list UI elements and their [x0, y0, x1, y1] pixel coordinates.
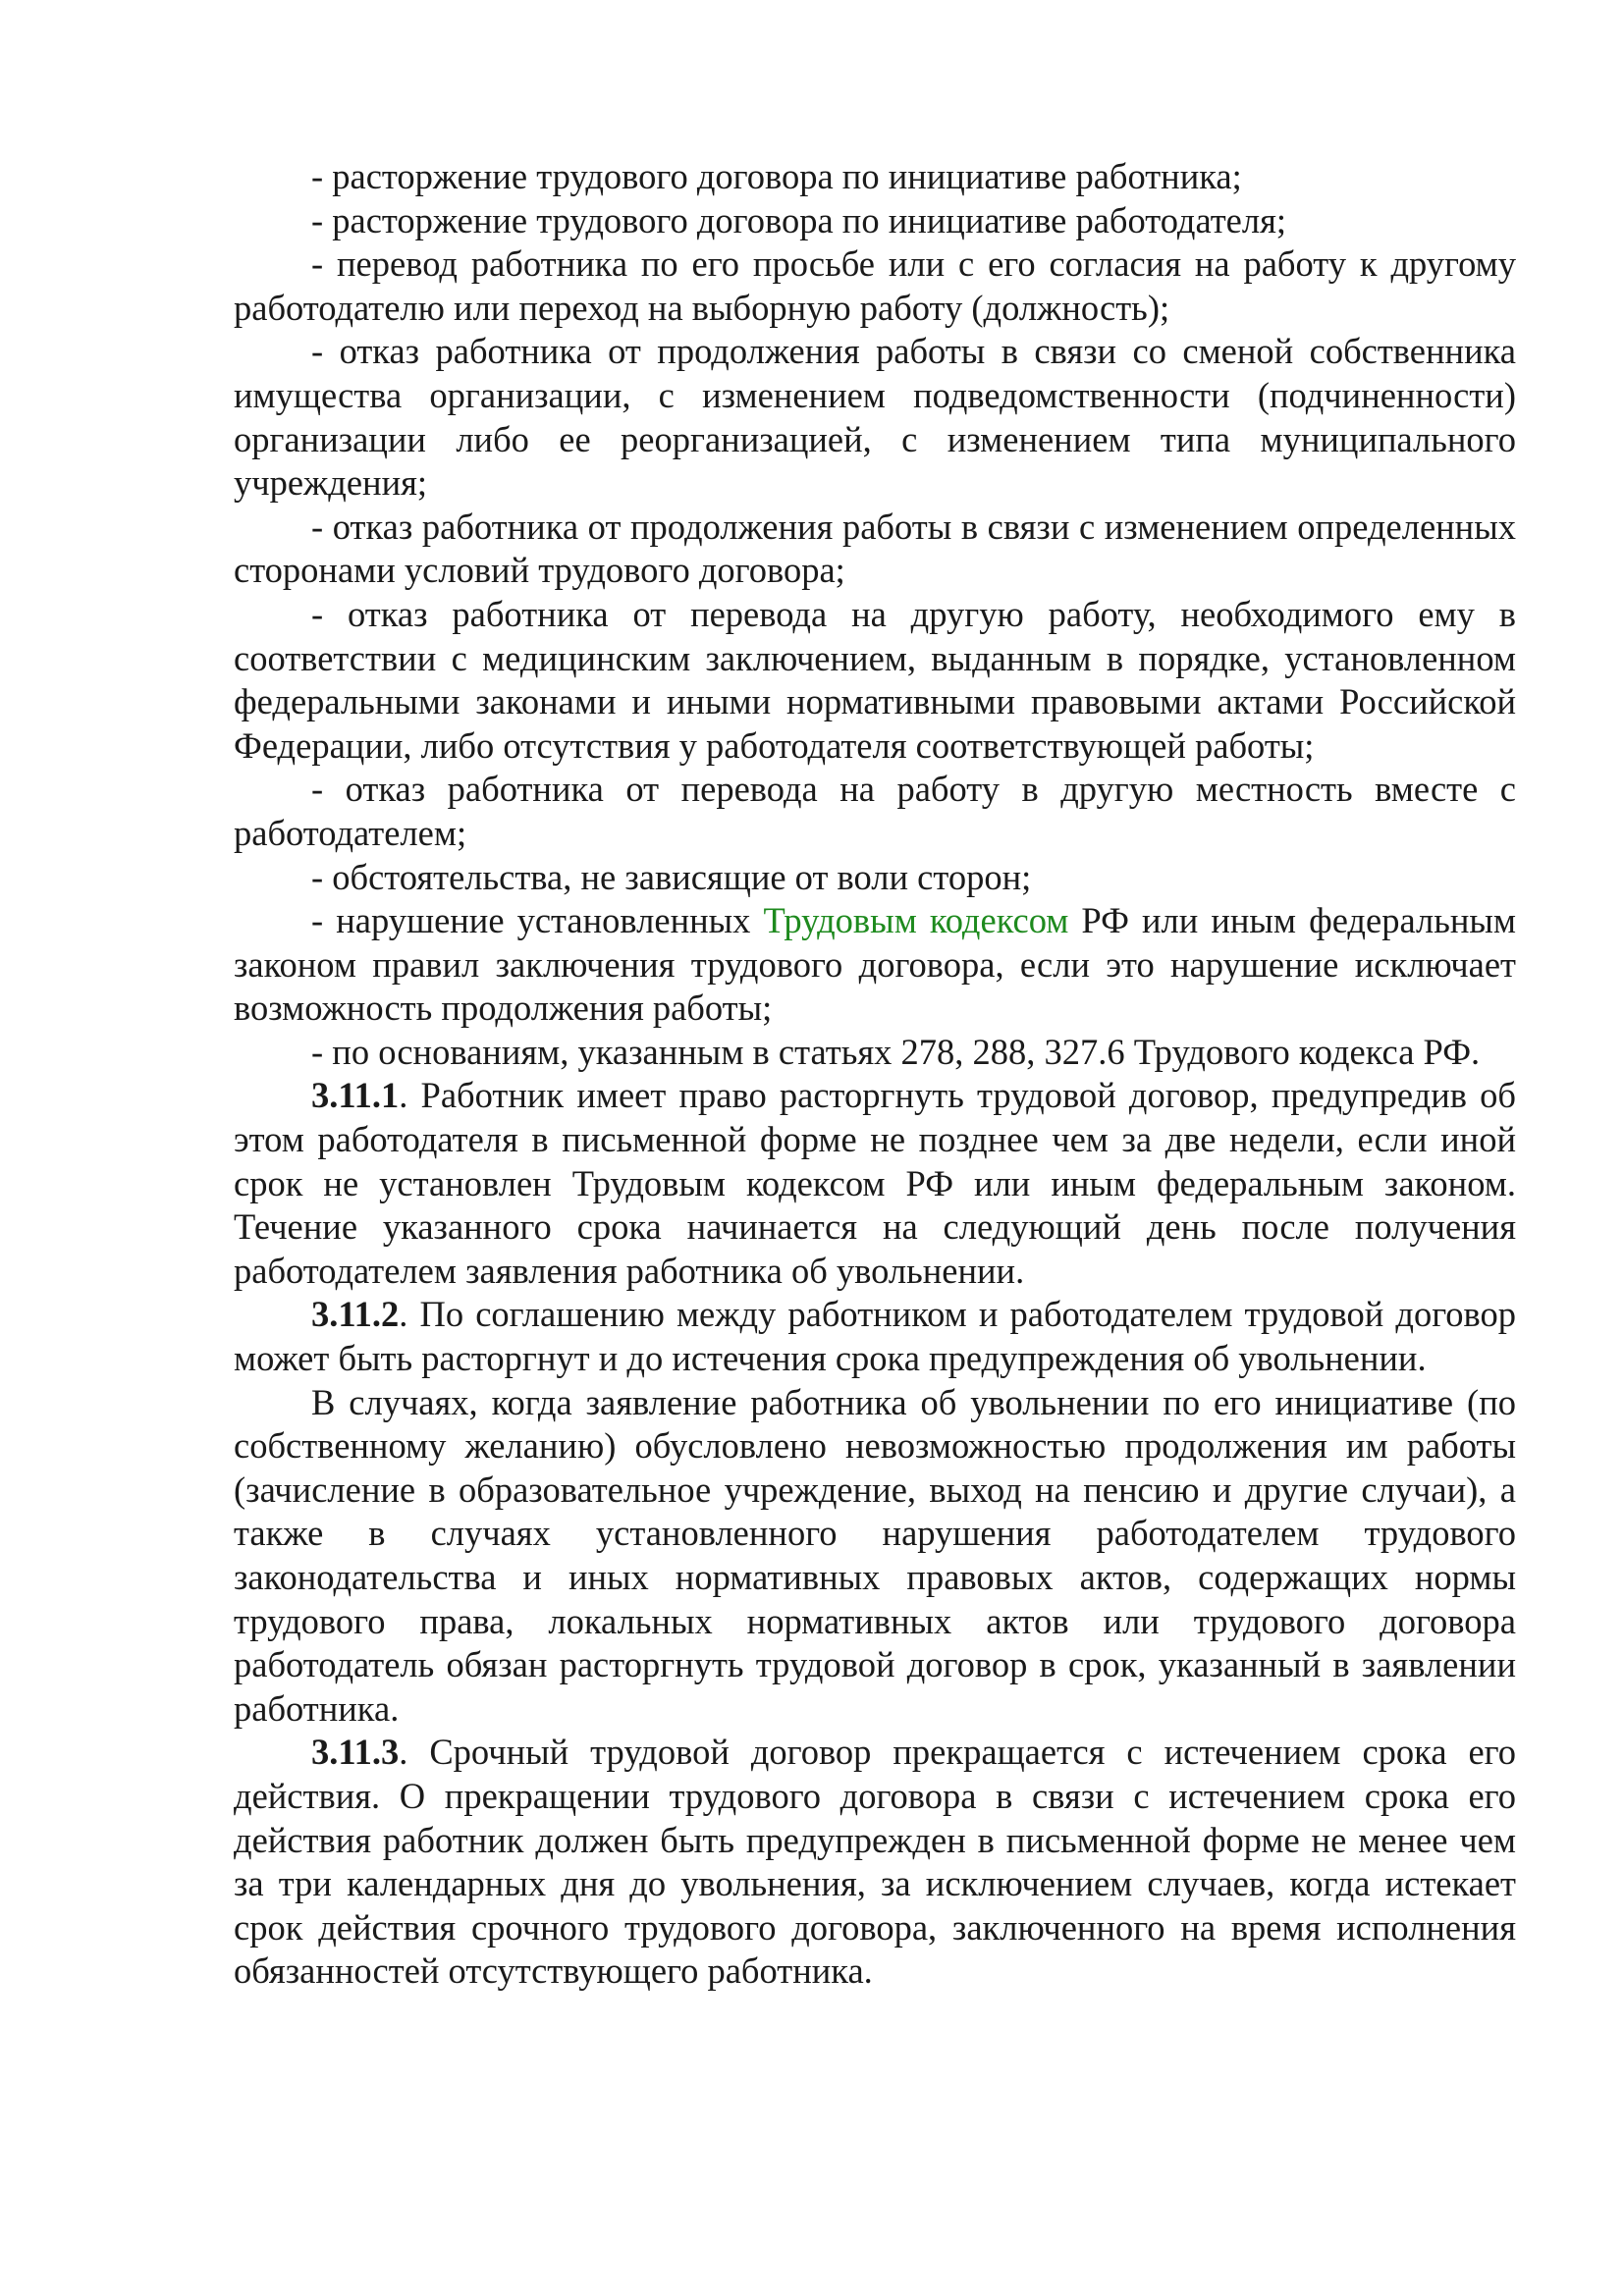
paragraph-text: РФ или иным федеральным законом правил заключения трудового договора, если это нарушение исключает возможность продолжения работы; — [234, 900, 1516, 1029]
clause-3-11-2 — [234, 1293, 1516, 1380]
clause-3-11-3 — [234, 1731, 1516, 1994]
list-item-medical-transfer-refusal — [234, 593, 1516, 768]
list-item-transfer — [234, 242, 1516, 330]
list-item-circumstances — [234, 856, 1516, 900]
paragraph-text: . Работник имеет право расторгнуть трудовой договор, предупредив об этом работодателя в письменной форме не позднее чем за две недели, если иной срок не установлен Трудовым кодексом РФ или иным федеральным законом. Течение указанного срока начинается на следующий день после получения работодателем заявления работника об увольнении. — [234, 1075, 1516, 1291]
paragraph-text: - отказ работника от перевода на другую работу, необходимого ему в соответствии с медицинским заключением, выданным в порядке, установленном федеральными законами и иными нормативными правовыми актами Российской Федерации, либо отсутствия у работодателя соответствующей работы; — [234, 593, 1516, 766]
paragraph-text: - расторжение трудового договора по инициативе работодателя; — [311, 199, 1287, 240]
paragraph-text: - по основаниям, указанным в статьях 278, 288, 327.6 Трудового кодекса РФ. — [311, 1031, 1481, 1072]
paragraph-text: . По соглашению между работником и работодателем трудовой договор может быть расторгнут и до истечения срока предупреждения об увольнении. — [234, 1294, 1516, 1379]
paragraph-cases — [234, 1381, 1516, 1732]
list-item-violation-rules — [234, 899, 1516, 1031]
document-page — [234, 155, 1516, 1994]
list-item-relocation-refusal — [234, 768, 1516, 855]
paragraph-text: - отказ работника от продолжения работы в связи с изменением определенных сторонами условий трудового договора; — [234, 506, 1516, 591]
paragraph-text: - перевод работника по его просьбе или с его согласия на работу к другому работодателю или переход на выборную работу (должность); — [234, 243, 1516, 328]
list-item-employer-initiative — [234, 199, 1516, 243]
paragraph-text: - отказ работника от продолжения работы в связи со сменой собственника имущества организации, с изменением подведомственности (подчиненности) организации либо ее реорганизацией, с изменением типа муниципального учреждения; — [234, 331, 1516, 504]
clause-number: 3.11.2 — [311, 1294, 400, 1335]
clause-number: 3.11.1 — [311, 1075, 400, 1116]
labor-code-link[interactable]: Трудовым кодексом — [763, 900, 1069, 941]
list-item-owner-change-refusal — [234, 330, 1516, 505]
clause-number: 3.11.3 — [311, 1732, 400, 1773]
paragraph-text: - нарушение установленных — [311, 900, 764, 941]
list-item-employee-initiative — [234, 155, 1516, 199]
clause-3-11-1 — [234, 1074, 1516, 1293]
paragraph-text: В случаях, когда заявление работника об увольнении по его инициативе (по собственному желанию) обусловлено невозможностью продолжения им работы (зачисление в образовательное учреждение, выход на пенсию и другие случаи), а также в случаях установленного нарушения работодателем трудового законодательства и иных нормативных правовых актов, содержащих нормы трудового права, локальных нормативных актов или трудового договора работодатель обязан расторгнуть трудовой договор в срок, указанный в заявлении работника. — [234, 1381, 1516, 1729]
paragraph-text: - обстоятельства, не зависящие от воли сторон; — [311, 856, 1032, 897]
list-item-conditions-change-refusal — [234, 506, 1516, 593]
paragraph-text: . Срочный трудовой договор прекращается с истечением срока его действия. О прекращении трудового договора в связи с истечением срока его действия работник должен быть предупрежден в письменной форме не менее чем за три календарных дня до увольнения, за исключением случаев, когда истекает срок действия срочного трудового договора, заключенного на время исполнения обязанностей отсутствующего работника. — [234, 1732, 1516, 1992]
paragraph-text: - расторжение трудового договора по инициативе работника; — [311, 156, 1242, 196]
paragraph-text: - отказ работника от перевода на работу в другую местность вместе с работодателем; — [234, 769, 1516, 853]
list-item-articles — [234, 1031, 1516, 1075]
